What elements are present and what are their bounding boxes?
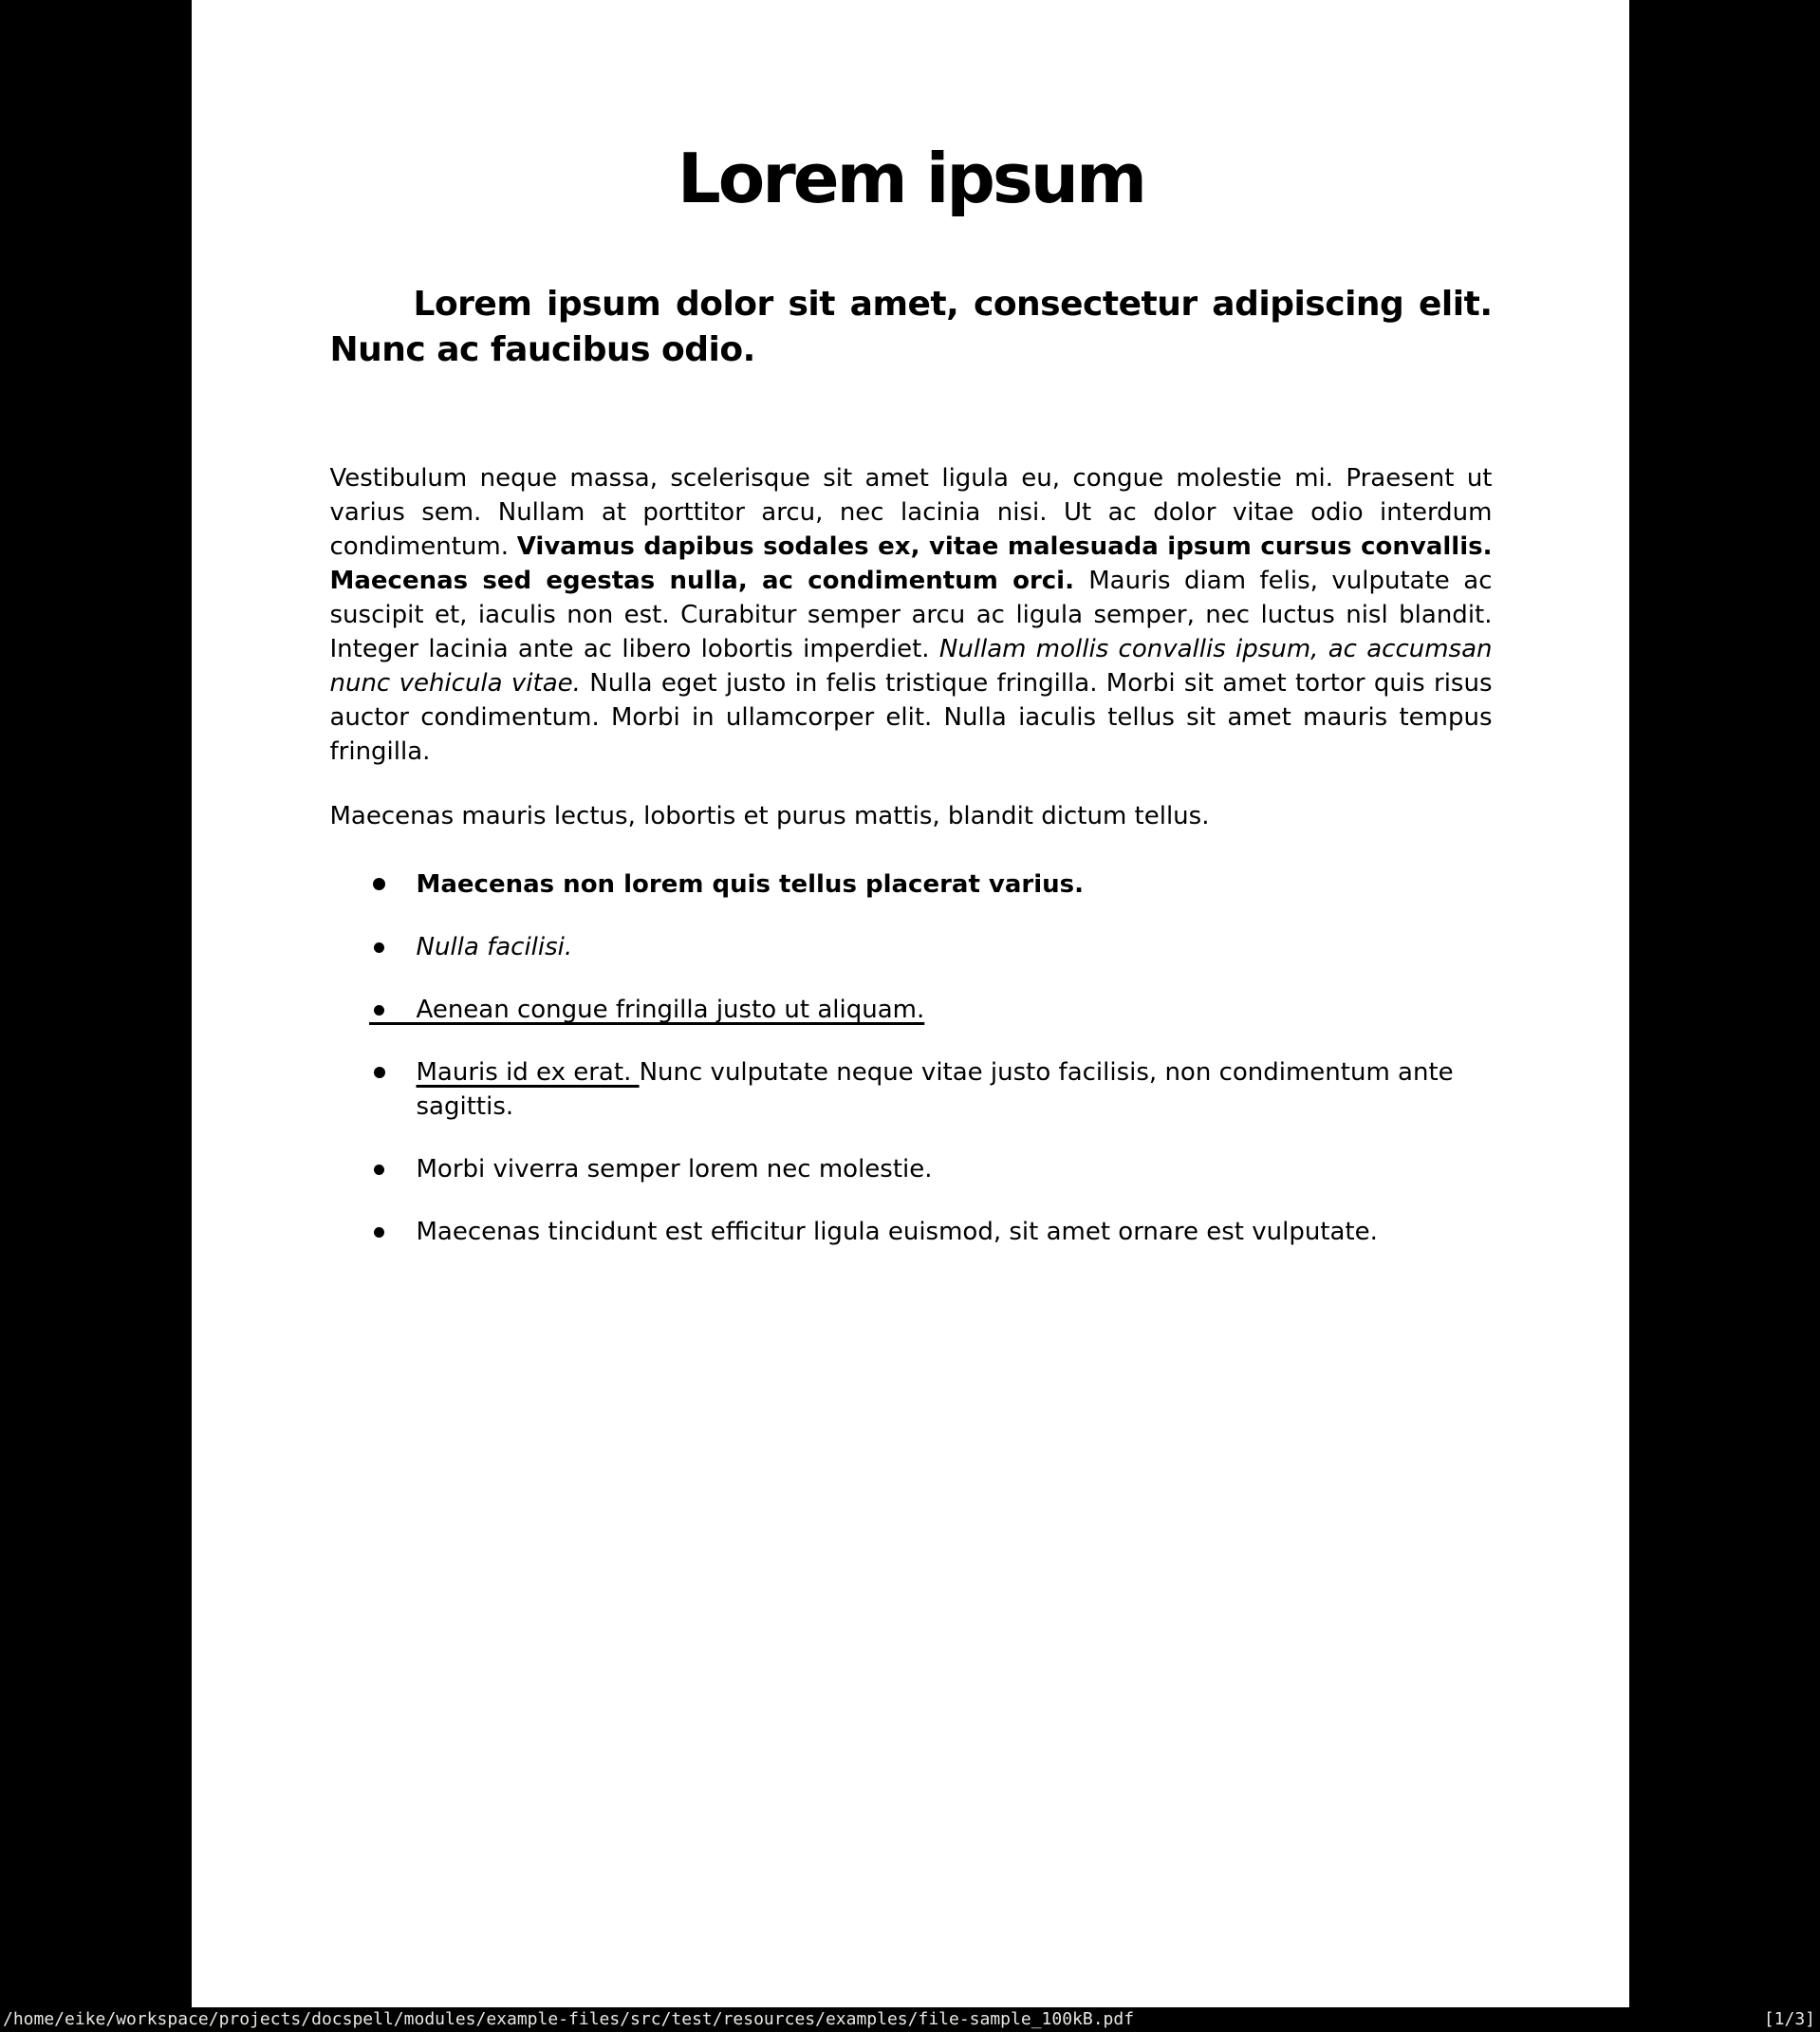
paragraph1-segment-italic: Nullam mollis convallis ipsum, ac accumsan nunc vehicula vitae. — [329, 635, 1493, 698]
list-item — [330, 1055, 1493, 1124]
bullet-icon — [374, 1067, 385, 1078]
list-item-text: Aenean congue fringilla justo ut aliquam. — [416, 996, 925, 1024]
bullet-icon — [374, 1227, 384, 1238]
paragraph1-segment-bold: Vivamus dapibus sodales ex, vitae malesuada ipsum cursus convallis. Maecenas sed egestas nulla, ac condimentum orci. — [329, 532, 1493, 595]
bullet-icon — [374, 942, 384, 953]
bullet-icon — [374, 1005, 384, 1016]
list-item — [330, 930, 1493, 964]
list-item-text-underlined: Mauris id ex erat. — [416, 1058, 640, 1087]
document-page[interactable] — [192, 0, 1629, 2007]
body-paragraph-2: Maecenas mauris lectus, lobortis et purus mattis, blandit dictum tellus. — [329, 802, 1210, 830]
paragraph1-segment-normal-2: Mauris diam felis, vulputate ac suscipit et, iaculis non est. Curabitur semper arcu ac ligula semper, nec luctus nisl blandit. Integer lacinia ante ac libero lobortis imperdiet. — [329, 567, 1493, 663]
file-path: /home/eike/workspace/projects/docspell/modules/example-files/src/test/resources/examples/file-sample_100kB.pdf — [3, 2009, 1135, 2029]
document-title: Lorem ipsum — [677, 139, 1145, 218]
list-item — [330, 1215, 1493, 1249]
list-item — [330, 993, 1493, 1027]
bullet-list — [330, 867, 1493, 1249]
bullet-icon — [374, 1165, 384, 1175]
bullet-icon — [373, 878, 385, 890]
paragraph1-segment-normal-1: Vestibulum neque massa, scelerisque sit amet ligula eu, congue molestie mi. Praesent ut varius sem. Nullam at porttitor arcu, nec lacinia nisi. Ut ac dolor vitae odio interdum condimentum. — [329, 464, 1493, 561]
list-item-text: Maecenas non lorem quis tellus placerat varius. — [416, 870, 1085, 899]
page-indicator: [1/3] — [1763, 2009, 1815, 2029]
status-bar — [0, 2007, 1820, 2032]
list-item-text: Nunc vulputate neque vitae justo facilisis, non condimentum ante sagittis. — [416, 1058, 1454, 1121]
list-item — [330, 867, 1493, 902]
paragraph1-segment-normal-3: Nulla eget justo in felis tristique fringilla. Morbi sit amet tortor quis risus auctor condimentum. Morbi in ullamcorper elit. Nulla iaculis tellus sit amet mauris tempus fringilla. — [329, 669, 1493, 766]
list-item-text: Morbi viverra semper lorem nec molestie. — [416, 1155, 933, 1184]
list-item-text: Maecenas tincidunt est efficitur ligula euismod, sit amet ornare est vulputate. — [416, 1218, 1378, 1246]
body-paragraph-1 — [330, 461, 1493, 769]
list-item-text: Nulla facilisi. — [416, 933, 573, 961]
list-item — [330, 1152, 1493, 1186]
document-heading: Lorem ipsum dolor sit amet, consectetur adipiscing elit. Nunc ac faucibus odio. — [329, 285, 1493, 369]
